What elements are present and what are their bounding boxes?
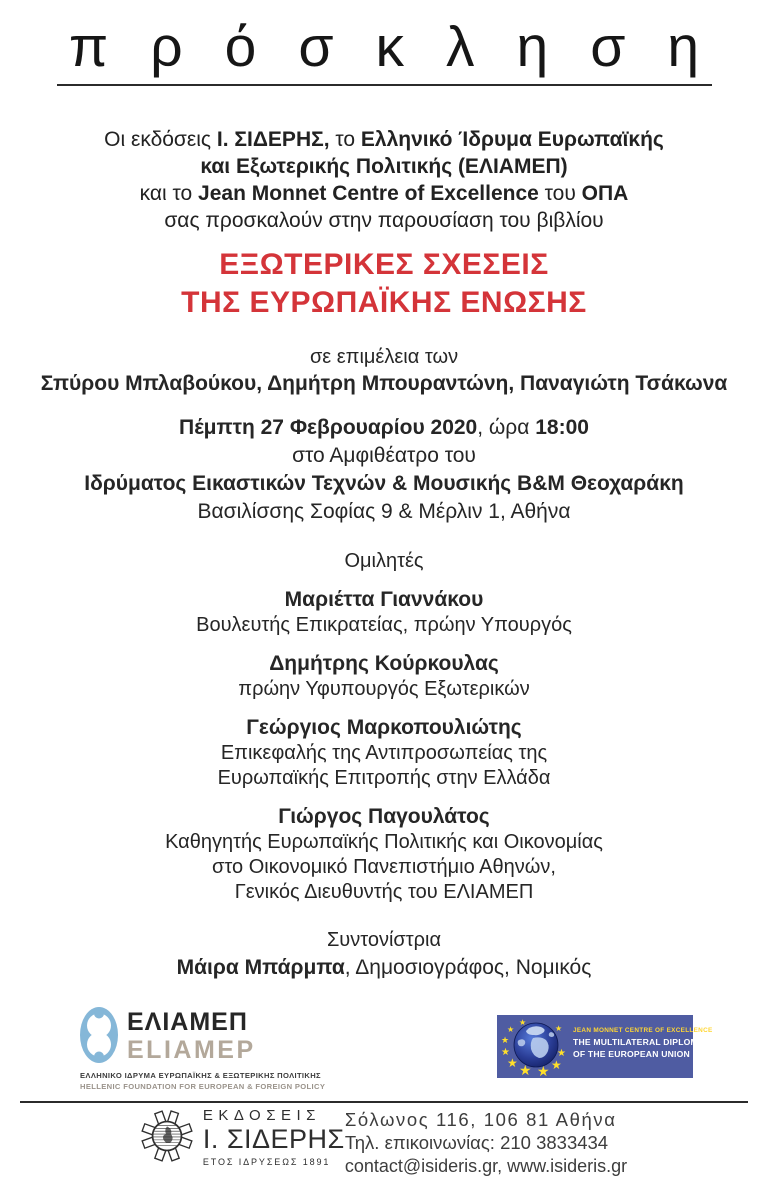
- event-time: 18:00: [535, 416, 589, 439]
- header-divider: [57, 84, 712, 86]
- coordinator-line: Μάιρα Μπάρμπα, Δημοσιογράφος, Νομικός: [176, 956, 592, 979]
- venue-intro: στο Αμφιθέατρο του: [292, 444, 476, 467]
- speaker-role: Γενικός Διευθυντής του ΕΛΙΑΜΕΠ: [234, 881, 534, 903]
- speaker-role: πρώην Υφυπουργός Εξωτερικών: [238, 678, 530, 700]
- event-details: [0, 414, 768, 526]
- eliamep-emblem-icon: [80, 1006, 118, 1064]
- speaker-name: Γεώργιος Μαρκοπουλιώτης: [246, 716, 522, 739]
- intro-line-3: και το Jean Monnet Centre of Excellence του ΟΠΑ: [139, 182, 629, 205]
- svg-text:★: ★: [537, 1064, 550, 1077]
- speaker-role: Επικεφαλής της Αντιπροσωπείας της: [220, 742, 548, 764]
- header: [0, 0, 768, 86]
- jean-monnet-subtitle-2: OF THE EUROPEAN UNION: [573, 1049, 690, 1059]
- svg-text:★: ★: [551, 1058, 562, 1072]
- svg-text:★: ★: [501, 1047, 510, 1058]
- coordinator-section: [0, 927, 768, 981]
- venue-address: Βασιλίσσης Σοφίας 9 & Μέρλιν 1, Αθήνα: [197, 500, 571, 523]
- coordinator-heading: Συντονίστρια: [326, 929, 442, 951]
- page-title: πρόσκληση: [68, 15, 742, 79]
- book-title: [0, 246, 768, 322]
- intro-paragraph: [0, 126, 768, 234]
- intro-line-2: και Εξωτερικής Πολιτικής (ΕΛΙΑΜΕΠ): [200, 155, 568, 178]
- svg-text:★: ★: [519, 1018, 527, 1027]
- jean-monnet-title: JEAN MONNET CENTRE OF EXCELLENCE: [573, 1027, 713, 1034]
- svg-text:★: ★: [555, 1024, 563, 1033]
- speaker-role: Ευρωπαϊκής Επιτροπής στην Ελλάδα: [217, 767, 551, 789]
- eliamep-caption-greek: ΕΛΛΗΝΙΚΟ ΙΔΡΥΜΑ ΕΥΡΩΠΑΪΚΗΣ & ΕΞΩΤΕΡΙΚΗΣ ΠΟΛΙΤΙΚΗΣ: [80, 1071, 321, 1080]
- speakers-heading: Ομιλητές: [344, 550, 424, 572]
- speaker-name: Μαριέττα Γιαννάκου: [284, 588, 484, 611]
- contact-web: contact@isideris.gr, www.isideris.gr: [344, 1155, 628, 1176]
- editors-section: [0, 344, 768, 398]
- speaker-item: [0, 804, 768, 905]
- speaker-role: Βουλευτής Επικρατείας, πρώην Υπουργός: [196, 614, 572, 636]
- intro-line-1: Οι εκδόσεις Ι. ΣΙΔΕΡΗΣ, το Ελληνικό Ίδρυμα Ευρωπαϊκής: [104, 128, 664, 151]
- contact-address: Σόλωνος 116, 106 81 Αθήνα: [344, 1109, 617, 1130]
- eliamep-name-latin: ELIAMEP: [127, 1036, 256, 1064]
- svg-text:★: ★: [507, 1025, 515, 1034]
- event-date-line: Πέμπτη 27 Φεβρουαρίου 2020, ώρα 18:00: [179, 416, 589, 439]
- publisher-emblem-icon: [141, 1110, 193, 1162]
- jean-monnet-subtitle-1: THE MULTILATERAL DIPLOMACY: [573, 1037, 717, 1048]
- footer: [0, 1108, 768, 1177]
- speaker-item: [0, 587, 768, 638]
- eliamep-name-greek: ΕΛΙΑΜΕΠ: [127, 1008, 248, 1036]
- eliamep-caption-english: HELLENIC FOUNDATION FOR EUROPEAN & FOREIGN POLICY: [80, 1082, 326, 1091]
- speaker-item: [0, 651, 768, 702]
- eliamep-logo: [80, 1006, 326, 1091]
- editors-lead: σε επιμέλεια των: [309, 346, 459, 368]
- speaker-name: Γιώργος Παγουλάτος: [278, 805, 490, 828]
- svg-text:★: ★: [507, 1056, 518, 1070]
- speaker-role: στο Οικονομικό Πανεπιστήμιο Αθηνών,: [212, 856, 556, 878]
- svg-text:★: ★: [557, 1048, 566, 1059]
- publisher-name: Ι. ΣΙΔΕΡΗΣ: [202, 1124, 345, 1154]
- intro-line-4: σας προσκαλούν στην παρουσίαση του βιβλίου: [164, 209, 604, 232]
- svg-text:★: ★: [519, 1063, 532, 1077]
- venue-name: Ιδρύματος Εικαστικών Τεχνών & Μουσικής Β&Μ Θεοχαράκη: [84, 472, 684, 495]
- publisher-label: ΕΚΔΟΣΕΙΣ: [202, 1107, 321, 1124]
- footer-divider: [20, 1101, 748, 1103]
- jean-monnet-logo: [497, 1015, 717, 1078]
- book-title-line-2: ΤΗΣ ΕΥΡΩΠΑΪΚΗΣ ΕΝΩΣΗΣ: [181, 286, 587, 319]
- coordinator-name: Μάιρα Μπάρμπα: [176, 956, 345, 979]
- speaker-item: [0, 715, 768, 791]
- svg-text:★: ★: [501, 1036, 510, 1046]
- contact-block: [345, 1108, 627, 1177]
- event-date: Πέμπτη 27 Φεβρουαρίου 2020: [179, 416, 478, 439]
- speaker-role: Καθηγητής Ευρωπαϊκής Πολιτικής και Οικονομίας: [165, 831, 603, 853]
- editors-names: Σπύρου Μπλαβούκου, Δημήτρη Μπουραντώνη, Παναγιώτη Τσάκωνα: [40, 372, 728, 395]
- speaker-name: Δημήτρης Κούρκουλας: [269, 652, 499, 675]
- publisher-founded: ΕΤΟΣ ΙΔΡΥΣΕΩΣ 1891: [202, 1157, 331, 1167]
- globe-stars-icon: [499, 1016, 573, 1077]
- publisher-block: [202, 1107, 345, 1167]
- book-title-line-1: ΕΞΩΤΕΡΙΚΕΣ ΣΧΕΣΕΙΣ: [219, 248, 549, 281]
- contact-phone: Τηλ. επικοινωνίας: 210 3833434: [344, 1132, 609, 1154]
